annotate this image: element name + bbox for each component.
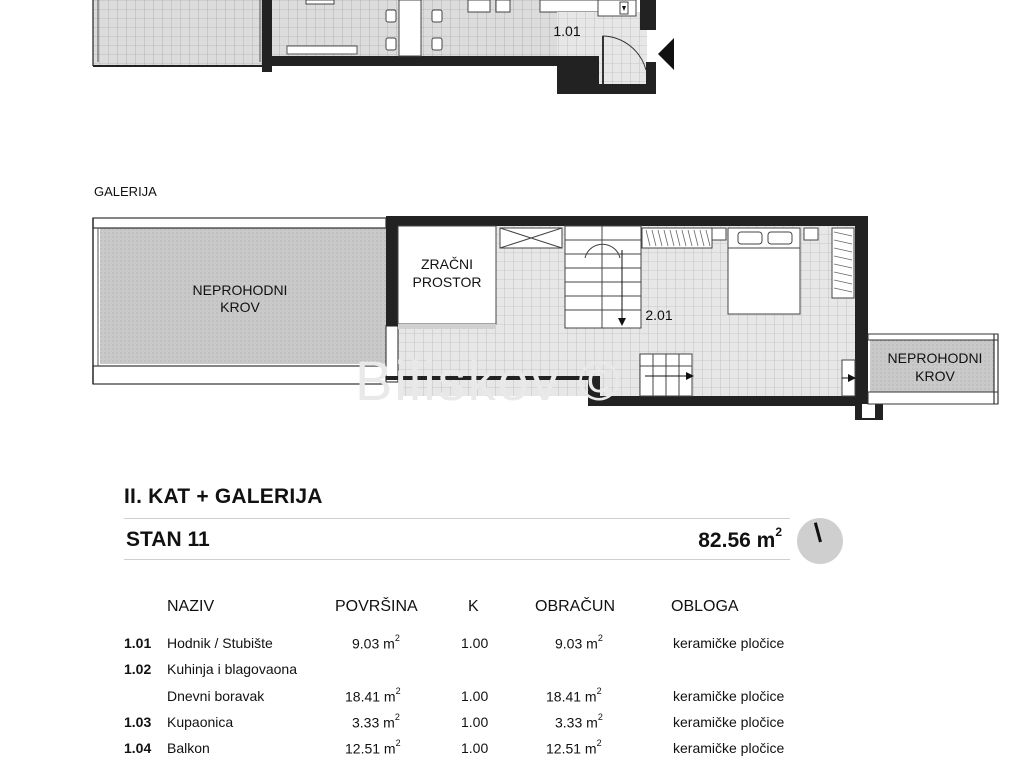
dining-table <box>399 0 421 56</box>
row-area: 18.41 $m^2$ <box>345 686 401 705</box>
row-area: 3.33 $m^2$ <box>352 712 400 731</box>
unit-area <box>698 525 782 553</box>
unit-name: STAN 11 <box>126 528 210 551</box>
entry-arrow-icon <box>658 38 674 70</box>
watermark: Biliskov © <box>355 349 622 412</box>
row-number: 1.04 <box>124 740 152 756</box>
row-name: Hodnik / Stubište <box>167 635 273 651</box>
row-finish: keramičke pločice <box>673 714 785 730</box>
row-name: Balkon <box>167 740 210 756</box>
air-space-label-line2: PROSTOR <box>412 274 482 290</box>
unit-summary-row <box>124 518 790 560</box>
row-k: 1.00 <box>461 740 489 756</box>
unit-area-sup: 2 <box>775 525 782 539</box>
row-number: 1.03 <box>124 714 152 730</box>
row-calc: 18.41 $m^2$ <box>546 686 602 705</box>
section-title: II. KAT + GALERIJA <box>124 485 323 508</box>
unit-area-value: 82.56 m <box>698 529 776 552</box>
row-area: 12.51 $m^2$ <box>345 738 401 757</box>
row-k: 1.00 <box>461 714 489 730</box>
room-label-2-01: 2.01 <box>645 307 673 323</box>
row-k: 1.00 <box>461 688 489 704</box>
row-finish: keramičke pločice <box>673 688 785 704</box>
row-finish: keramičke pločice <box>673 740 785 756</box>
compass-needle <box>814 522 822 542</box>
roof-left-label-line1: NEPROHODNI <box>192 282 288 298</box>
header-povrsina: POVRŠINA <box>335 598 418 615</box>
row-name: Kuhinja i blagovaona <box>167 661 297 677</box>
upper-balcony <box>93 0 263 66</box>
row-calc: 9.03 $m^2$ <box>555 633 603 652</box>
row-calc: 3.33 $m^2$ <box>555 712 603 731</box>
row-name: Kupaonica <box>167 714 234 730</box>
row-calc: 12.51 $m^2$ <box>546 738 602 757</box>
row-number: 1.01 <box>124 635 152 651</box>
room-label-1-01: 1.01 <box>553 23 581 39</box>
compass-icon <box>797 518 843 564</box>
sofa <box>287 46 357 54</box>
gallery-heading: GALERIJA <box>94 184 157 199</box>
header-naziv: NAZIV <box>167 598 215 615</box>
row-number: 1.02 <box>124 661 152 677</box>
row-name: Dnevni boravak <box>167 688 265 704</box>
roof-left-label-line2: KROV <box>220 299 260 315</box>
upper-floor-plan <box>93 0 674 94</box>
row-finish: keramičke pločice <box>673 635 785 651</box>
row-k: 1.00 <box>461 635 489 651</box>
header-obloga: OBLOGA <box>671 598 739 615</box>
row-area: 9.03 $m^2$ <box>352 633 400 652</box>
header-k: K <box>468 598 479 615</box>
staircase <box>565 226 641 328</box>
header-obracun: OBRAČUN <box>535 598 616 615</box>
roof-right-label-line2: KROV <box>915 368 955 384</box>
air-space-label-line1: ZRAČNI <box>420 256 474 272</box>
roof-right-label-line1: NEPROHODNI <box>887 350 983 366</box>
